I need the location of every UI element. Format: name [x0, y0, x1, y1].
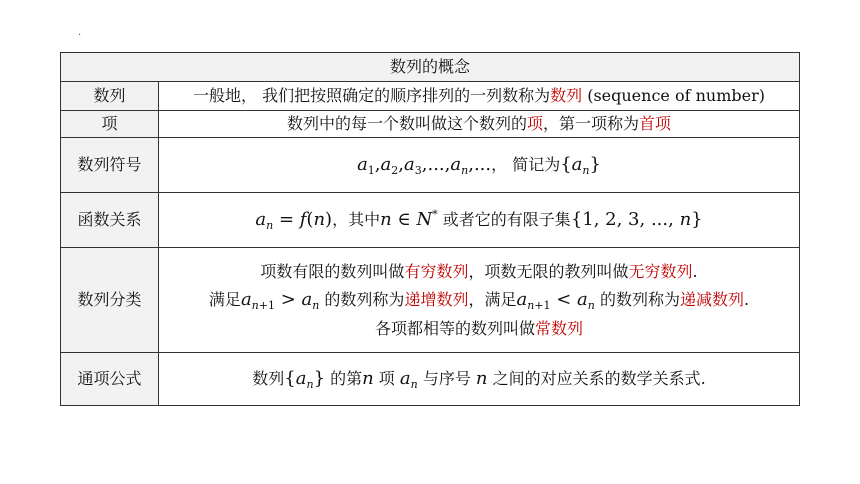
row-content-function: $a_n = f(n)$，其中n ∈ N* 或者它的有限子集{1, 2, 3, ..., n}: [159, 193, 800, 248]
row-label-term: 项: [61, 111, 159, 138]
table-row: [61, 193, 800, 248]
table-row: [61, 248, 800, 353]
concept-table: [60, 52, 800, 406]
row-label-symbol: 数列符号: [61, 138, 159, 193]
row-content-general: 数列$\{a_n\}$ 的第n 项 $a_n$ 与序号 n 之间的对应关系的数学关系式.: [159, 353, 800, 406]
table-row: [61, 353, 800, 406]
top-dot: .: [78, 27, 82, 38]
highlight-term: 数列: [550, 86, 583, 106]
classification-line-finite: 项数有限的数列叫做有穷数列，项数无限的教列叫做无穷数列.: [260, 262, 698, 282]
row-content-symbol: $a_1,a_2,a_3,...,a_n$,...， 简记为$\{a_n\}$: [159, 138, 800, 193]
row-content-classification: [159, 248, 800, 353]
classification-line-constant: 各项都相等的数列叫做常数列: [374, 318, 584, 338]
row-content-sequence: 一般地， 我们把按照确定的顺序排列的一列数称为数列 (sequence of number): [159, 82, 800, 111]
table-row: [61, 111, 800, 138]
row-label-classification: 数列分类: [61, 248, 159, 353]
table-row: [61, 82, 800, 111]
classification-line-monotonic: 满足$a_{n+1} > a_n$ 的数列称为递增数列，满足$a_{n+1} < a_n$ 的数列称为递减数列.: [208, 289, 750, 313]
table-row: [61, 138, 800, 193]
row-label-function: 函数关系: [61, 193, 159, 248]
row-label-sequence: 数列: [61, 82, 159, 111]
row-label-general: 通项公式: [61, 353, 159, 406]
highlight-term: 首项: [639, 114, 672, 134]
table-title: 数列的概念: [61, 53, 800, 82]
highlight-term: 项: [526, 114, 543, 134]
row-content-term: 数列中的每一个数叫做这个数列的项，第一项称为首项: [159, 111, 800, 138]
